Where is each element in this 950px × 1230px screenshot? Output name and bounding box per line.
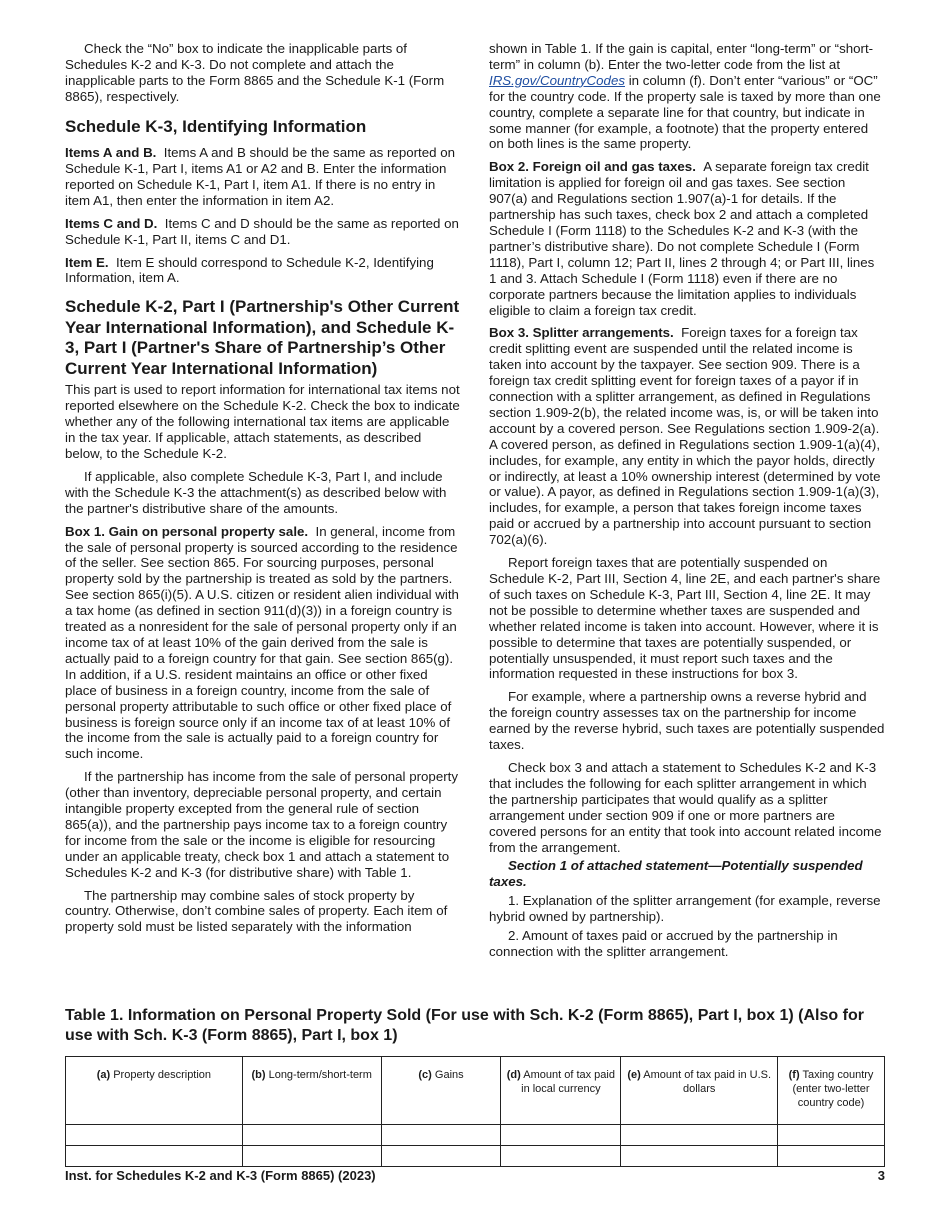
col-c-header: (c) Gains [381,1057,501,1125]
table1 [65,1056,885,1167]
report-suspended-paragraph: Report foreign taxes that are potentially suspended on Schedule K-2, Part III, Section 4, line 2E, and each partner's share of such taxes on Schedule K-3, Part III, Section 4, line 2E. It may not be possible to determine whether taxes are suspended and whether related income is taken into account. However, where it is possible to determine that taxes are potentially suspended, or potentially unsuspended, it must report such taxes and the information requested in these instructions for box 3. [489,555,881,682]
part1-heading: Schedule K-2, Part I (Partnership's Other Current Year International Information), and Schedule K-3, Part I (Partner's Share of Partnership’s Other Current Year International Information) [65,297,460,378]
part1-k3-paragraph: If applicable, also complete Schedule K-3, Part I, and include with the Schedule K-3 the attachment(s) as described below with the partner's distributive share of the amounts. [65,468,447,516]
box1-income-paragraph: If the partnership has income from the sale of personal property (other than inventory, depreciable personal property, and certain intangible property excepted from the general rule of section 865(a)), and the partnership pays income tax to a foreign country for income from the sale or the income is eligible for resourcing under an applicable treaty, check box 1 and attach a statement to Schedules K-2 and K-3 (for distributive share) with Table 1. [65,769,458,880]
col-e-header: (e) Amount of tax paid in U.S. dollars [621,1057,778,1125]
table-cell[interactable] [381,1146,501,1167]
table-cell[interactable] [621,1125,778,1146]
table-row [66,1125,885,1146]
continuation-text-b: in column (f). Don’t enter “various” or “OC” for the country code. If the property sale is taxed by more than one country, complete a separate line for that country, but indicate in some manner (for example, a footnote) that the property entered on both lines is the same property. [489,72,881,152]
table-cell[interactable] [778,1125,885,1146]
box1-text: In general, income from the sale of personal property is sourced according to the residence of the seller. See section 865. For sourcing purposes, personal property sold by the partnership is treated as sold by the partners. See section 865(i)(5). A U.S. citizen or resident alien individual with a tax home (as defined in section 911(d)(3)) in a foreign country is treated as a nonresident for the sale of personal property only if an income tax of at least 10% of the gain derived from the sale is actually paid to a foreign country for that gain. See section 865(g). In addition, if a U.S. resident maintains an office or other fixed place of business in a foreign country, income from the sale of personal property attributable to such office or other fixed place of business is foreign source only if an income tax of at least 10% of the income from the sale is actually paid to a foreign country for such income. [65,523,459,762]
box1-paragraph [65,524,461,763]
item-e-paragraph [65,255,461,287]
item-e-label: Item E. [65,254,109,270]
box2-text: A separate foreign tax credit limitation is applied for foreign oil and gas taxes. See section 907(a) and Regulations section 1.907(a)-1 for details. If the partnership has such taxes, check box 2 and attach a completed Schedule I (Form 1118) to the Schedules K-2 and K-3 (with the partner’s distributive share). Do not complete Schedule I (Form 1118), Part I, column 12; Part II, lines 2 through 4; or Part III, lines 1 and 3. Attach Schedule I (Form 1118) even if there are no corporate partners because the limitation applies to individuals eligible to claim a foreign tax credit. [489,159,875,318]
table-cell[interactable] [381,1125,501,1146]
identifying-info-heading: Schedule K-3, Identifying Information [65,116,367,136]
table1-continuation-paragraph [489,41,885,152]
box1-label: Box 1. Gain on personal property sale. [65,523,309,539]
table-cell[interactable] [242,1125,381,1146]
box3-label: Box 3. Splitter arrangements. [489,325,674,341]
table-cell[interactable] [501,1125,621,1146]
items-cd-text: Items C and D should be the same as reported on Schedule K-1, Part II, items C and D1. [65,215,459,247]
col-f-header: (f) Taxing country (enter two-letter country code) [778,1057,885,1125]
col-b-header: (b) Long-term/short-term [242,1057,381,1125]
footer-title: Inst. for Schedules K-2 and K-3 (Form 8865) (2023) [65,1168,376,1183]
section1-item-1: 1. Explanation of the splitter arrangement (for example, reverse hybrid owned by partnership). [489,893,881,925]
table1-header-row [66,1057,885,1125]
item-e-text: Item E should correspond to Schedule K-2, Identifying Information, item A. [65,254,434,286]
items-cd-paragraph [65,216,461,248]
table1-title: Table 1. Information on Personal Property Sold (For use with Sch. K-2 (Form 8865), Part I, box 1) (Also for use with Sch. K-3 (Form 8865), Part I, box 1) [65,1007,864,1044]
table-cell[interactable] [66,1146,243,1167]
section1-item-2: 2. Amount of taxes paid or accrued by the partnership in connection with the splitter arrangement. [489,928,838,959]
check-box3-paragraph: Check box 3 and attach a statement to Schedules K-2 and K-3 that includes the following for each splitter arrangement in which the partnership participates that would qualify as a splitter arrangement under section 909 if one or more partners are covered persons for an entity that took into account related income from the arrangement. [489,759,882,855]
col-a-header: (a) Property description [66,1057,243,1125]
reverse-hybrid-example-paragraph: For example, where a partnership owns a reverse hybrid and the foreign country assesses tax on the partnership for income earned by the reverse hybrid, such taxes are potentially suspended taxes. [489,689,885,753]
table-cell[interactable] [778,1146,885,1167]
box1-combine-paragraph: The partnership may combine sales of stock property by country. Otherwise, don’t combine sales of property. Each item of property sold must be listed separately with the information [65,887,448,935]
left-column [65,41,461,942]
table-cell[interactable] [242,1146,381,1167]
items-cd-label: Items C and D. [65,215,158,231]
items-ab-label: Items A and B. [65,145,157,161]
page-footer [65,1168,885,1183]
items-ab-paragraph [65,145,461,209]
table-row [66,1146,885,1167]
items-ab-text: Items A and B should be the same as reported on Schedule K-1, Part I, items A1 or A2 and B. Enter the information reported on Schedule K-1, Part I, item A1. If there is no entry in item A1, then enter the information in item A2. [65,145,456,208]
col-d-header: (d) Amount of tax paid in local currency [501,1057,621,1125]
table-cell[interactable] [501,1146,621,1167]
table-cell[interactable] [66,1125,243,1146]
box3-text: Foreign taxes for a foreign tax credit splitting event are suspended until the related income is taken into account by the taxpayer. See section 909. There is a foreign tax credit splitting event for foreign taxes of a payor if in connection with a splitter arrangement, as defined in Regulations section 1.909-2(b), the related income was, is, or will be taken into account by a covered person. See Regulations section 1.909-2(a). A covered person, as defined in Regulations section 1.909-1(a)(4), includes, for example, any entity in which the payor holds, directly or indirectly, at least a 10% ownership interest (determined by vote or value). A payor, as defined in Regulations section 1.909-1(a)(3), includes, for example, a person that takes foreign income taxes paid or accrued by a partnership into account pursuant to section 702(a)(6). [489,325,881,548]
country-codes-link[interactable]: IRS.gov/CountryCodes [489,72,625,88]
right-column [489,41,885,963]
section1-title: Section 1 of attached statement—Potentially suspended taxes. [489,858,863,890]
no-box-paragraph: Check the “No” box to indicate the inapplicable parts of Schedules K-2 and K-3. Do not complete and attach the inapplicable parts to the Form 8865 and the Schedule K-1 (Form 8865), respectively. [65,41,445,104]
box2-label: Box 2. Foreign oil and gas taxes. [489,159,696,175]
box2-paragraph [489,159,885,318]
page-number: 3 [877,1168,885,1183]
part1-intro-paragraph: This part is used to report information for international tax items not reported elsewhere on the Schedule K-2. Check the box to indicate whether any of the following international tax items are applicable in the tax year. If applicable, attach statements, as described below, to the Schedule K-2. [65,382,460,461]
continuation-text-a: shown in Table 1. If the gain is capital, enter “long-term” or “short-term” in column (b). Enter the two-letter code from the list at [489,41,874,72]
box3-paragraph [489,325,885,548]
table-cell[interactable] [621,1146,778,1167]
